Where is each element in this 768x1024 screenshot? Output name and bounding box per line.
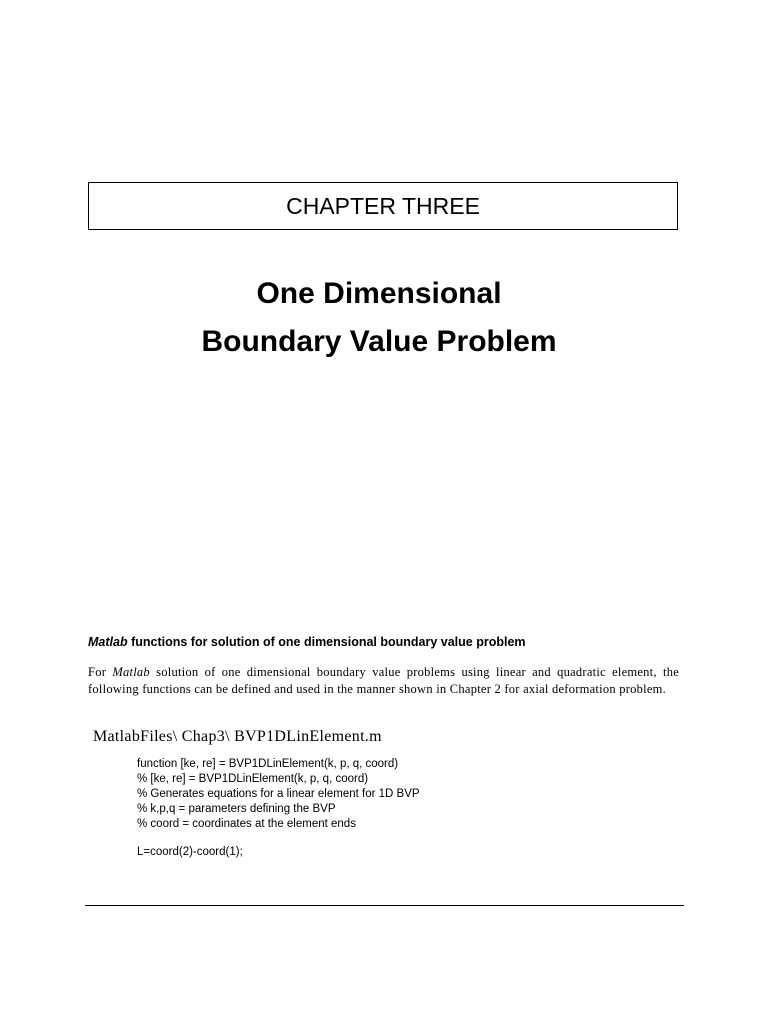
section-heading-emphasis: Matlab	[88, 635, 128, 649]
paragraph-prefix: For	[88, 665, 113, 679]
chapter-title-line-1: One Dimensional	[256, 277, 502, 310]
code-line: % k,p,q = parameters defining the BVP	[137, 803, 336, 815]
code-line: function [ke, re] = BVP1DLinElement(k, p, q, coord)	[137, 758, 399, 770]
footer-divider	[85, 905, 684, 906]
paragraph-text: solution of one dimensional boundary value problems using linear and quadratic element, the following functions can be defined and used in the manner shown in Chapter 2 for axial deformation problem.	[88, 665, 679, 696]
code-line: % [ke, re] = BVP1DLinElement(k, p, q, coord)	[137, 773, 369, 785]
section-heading-text: functions for solution of one dimensional boundary value problem	[127, 635, 526, 649]
chapter-label: CHAPTER THREE	[286, 192, 480, 219]
intro-paragraph	[88, 664, 679, 698]
paragraph-emphasis: Matlab	[112, 665, 150, 679]
code-line: L=coord(2)-coord(1);	[137, 846, 243, 858]
code-block	[137, 757, 420, 860]
code-line: % coord = coordinates at the element ends	[137, 818, 356, 830]
chapter-title-line-2: Boundary Value Problem	[201, 325, 557, 358]
code-line: % Generates equations for a linear element for 1D BVP	[137, 788, 420, 800]
section-heading	[88, 635, 526, 649]
file-path: MatlabFiles\ Chap3\ BVP1DLinElement.m	[93, 728, 382, 745]
chapter-heading-box	[88, 182, 678, 230]
code-spacer	[137, 832, 420, 845]
